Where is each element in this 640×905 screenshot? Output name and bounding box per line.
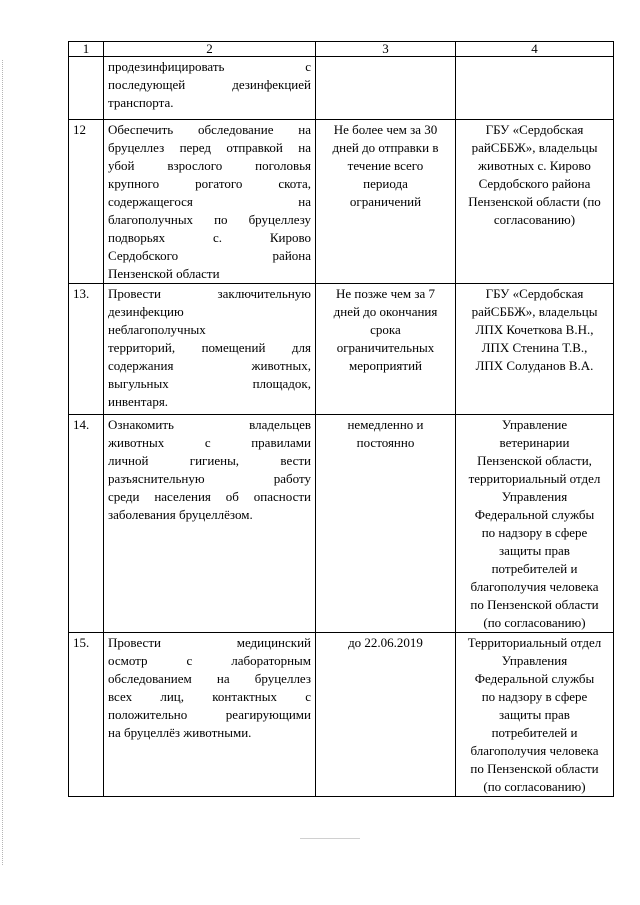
responsible-line: ЛПХ Стенина Т.В.,	[481, 340, 588, 355]
term-cell	[316, 415, 456, 633]
term-cell	[316, 57, 456, 120]
responsible-line: по надзору в сфере	[481, 525, 588, 540]
term-line: ограничений	[349, 194, 422, 209]
responsible-line: потребителей и	[491, 561, 578, 576]
responsible-line: Территориальный отдел	[467, 635, 602, 650]
responsible-cell	[456, 633, 614, 797]
term-line: Не более чем за 30	[333, 122, 438, 137]
responsible-line: ГБУ «Сердобская	[485, 286, 584, 301]
term-line: дней до отправки в	[332, 140, 439, 155]
measure-line: Пензенской области	[108, 266, 220, 281]
responsible-line: потребителей и	[491, 725, 578, 740]
row-number: 15.	[69, 633, 104, 797]
measure-cell	[104, 57, 316, 120]
row-number: 13.	[69, 284, 104, 415]
measure-line: инвентаря.	[108, 394, 169, 409]
column-header-term: 3	[316, 42, 456, 57]
responsible-line: Управления	[501, 653, 568, 668]
measure-line: продезинфицировать с	[108, 59, 311, 74]
measure-line: территорий, помещений для	[108, 340, 311, 355]
measure-line: личной гигиены, вести	[108, 453, 311, 468]
term-line: до 22.06.2019	[348, 635, 423, 650]
responsible-line: по Пензенской области	[470, 597, 599, 612]
measures-table	[68, 41, 614, 797]
responsible-line: защиты прав	[499, 543, 570, 558]
measure-cell	[104, 633, 316, 797]
responsible-line: (по согласованию)	[483, 779, 586, 794]
responsible-line: райСББЖ», владельцы	[471, 304, 598, 319]
measure-line: среди населения об опасности	[108, 489, 311, 504]
measure-line: Сердобского района	[108, 248, 311, 263]
table-row	[69, 415, 614, 633]
page-scan-edge	[2, 60, 3, 865]
term-line: мероприятий	[349, 358, 422, 373]
measure-line: всех лиц, контактных с	[108, 689, 311, 704]
responsible-cell	[456, 284, 614, 415]
term-cell	[316, 120, 456, 284]
responsible-line: Федеральной службы	[474, 671, 595, 686]
measure-line: положительно реагирующими	[108, 707, 311, 722]
responsible-line: территориальный отдел	[468, 471, 601, 486]
responsible-line: благополучия человека	[470, 743, 599, 758]
responsible-line: райСББЖ», владельцы	[471, 140, 598, 155]
header-row	[69, 42, 614, 57]
term-line: немедленно и	[347, 417, 424, 432]
responsible-cell	[456, 57, 614, 120]
measure-line: обследованием на бруцеллез	[108, 671, 311, 686]
responsible-line: ветеринарии	[499, 435, 570, 450]
measure-line: Провести заключительную	[108, 286, 311, 301]
responsible-cell	[456, 415, 614, 633]
measure-cell	[104, 415, 316, 633]
measure-line: убой взрослого поголовья	[108, 158, 311, 173]
measure-line: на бруцеллёз животными.	[108, 725, 252, 740]
column-header-measure: 2	[104, 42, 316, 57]
table-row	[69, 284, 614, 415]
measure-line: осмотр с лабораторным	[108, 653, 311, 668]
responsible-line: ЛПХ Солуданов В.А.	[475, 358, 594, 373]
responsible-line: Пензенской области (по	[468, 194, 601, 209]
measure-line: бруцеллез перед отправкой на	[108, 140, 311, 155]
column-header-number: 1	[69, 42, 104, 57]
measure-line: заболевания бруцеллёзом.	[108, 507, 253, 522]
measure-line: содержания животных,	[108, 358, 311, 373]
row-number	[69, 57, 104, 120]
responsible-line: по Пензенской области	[470, 761, 599, 776]
measure-line: подворьях с. Кирово	[108, 230, 311, 245]
term-line: дней до окончания	[333, 304, 438, 319]
term-line: ограничительных	[336, 340, 435, 355]
term-line: периода	[363, 176, 408, 191]
responsible-line: животных с. Кирово	[478, 158, 591, 173]
responsible-line: Пензенской области,	[477, 453, 592, 468]
term-line: Не позже чем за 7	[335, 286, 436, 301]
row-number: 12	[69, 120, 104, 284]
measure-cell	[104, 120, 316, 284]
responsible-line: по надзору в сфере	[481, 689, 588, 704]
measure-line: содержащегося на	[108, 194, 311, 209]
measure-line: разъяснительную работу	[108, 471, 311, 486]
measure-line: животных с правилами	[108, 435, 311, 450]
measure-line: Ознакомить владельцев	[108, 417, 311, 432]
responsible-line: благополучия человека	[470, 579, 599, 594]
term-cell	[316, 284, 456, 415]
table-row	[69, 120, 614, 284]
term-line: срока	[370, 322, 401, 337]
responsible-line: Управления	[501, 489, 568, 504]
responsible-line: защиты прав	[499, 707, 570, 722]
responsible-line: Федеральной службы	[474, 507, 595, 522]
column-header-responsible: 4	[456, 42, 614, 57]
measure-line: неблагополучных	[108, 322, 206, 337]
responsible-line: ГБУ «Сердобская	[485, 122, 584, 137]
measure-line: крупного рогатого скота,	[108, 176, 311, 191]
scan-artifact	[300, 838, 360, 839]
measure-line: Обеспечить обследование на	[108, 122, 311, 137]
table-row	[69, 633, 614, 797]
measure-line: Провести медицинский	[108, 635, 311, 650]
responsible-line: Управление	[501, 417, 568, 432]
measure-line: выгульных площадок,	[108, 376, 311, 391]
measure-cell	[104, 284, 316, 415]
table-row	[69, 57, 614, 120]
term-line: течение всего	[347, 158, 424, 173]
term-line: постоянно	[356, 435, 415, 450]
measure-line: последующей дезинфекцией	[108, 77, 311, 92]
responsible-cell	[456, 120, 614, 284]
responsible-line: Сердобского района	[478, 176, 591, 191]
measure-line: благополучных по бруцеллезу	[108, 212, 311, 227]
measure-line: дезинфекцию	[108, 304, 184, 319]
responsible-line: ЛПХ Кочеткова В.Н.,	[475, 322, 594, 337]
row-number: 14.	[69, 415, 104, 633]
measure-line: транспорта.	[108, 95, 174, 110]
term-cell	[316, 633, 456, 797]
responsible-line: согласованию)	[493, 212, 576, 227]
responsible-line: (по согласованию)	[483, 615, 586, 630]
